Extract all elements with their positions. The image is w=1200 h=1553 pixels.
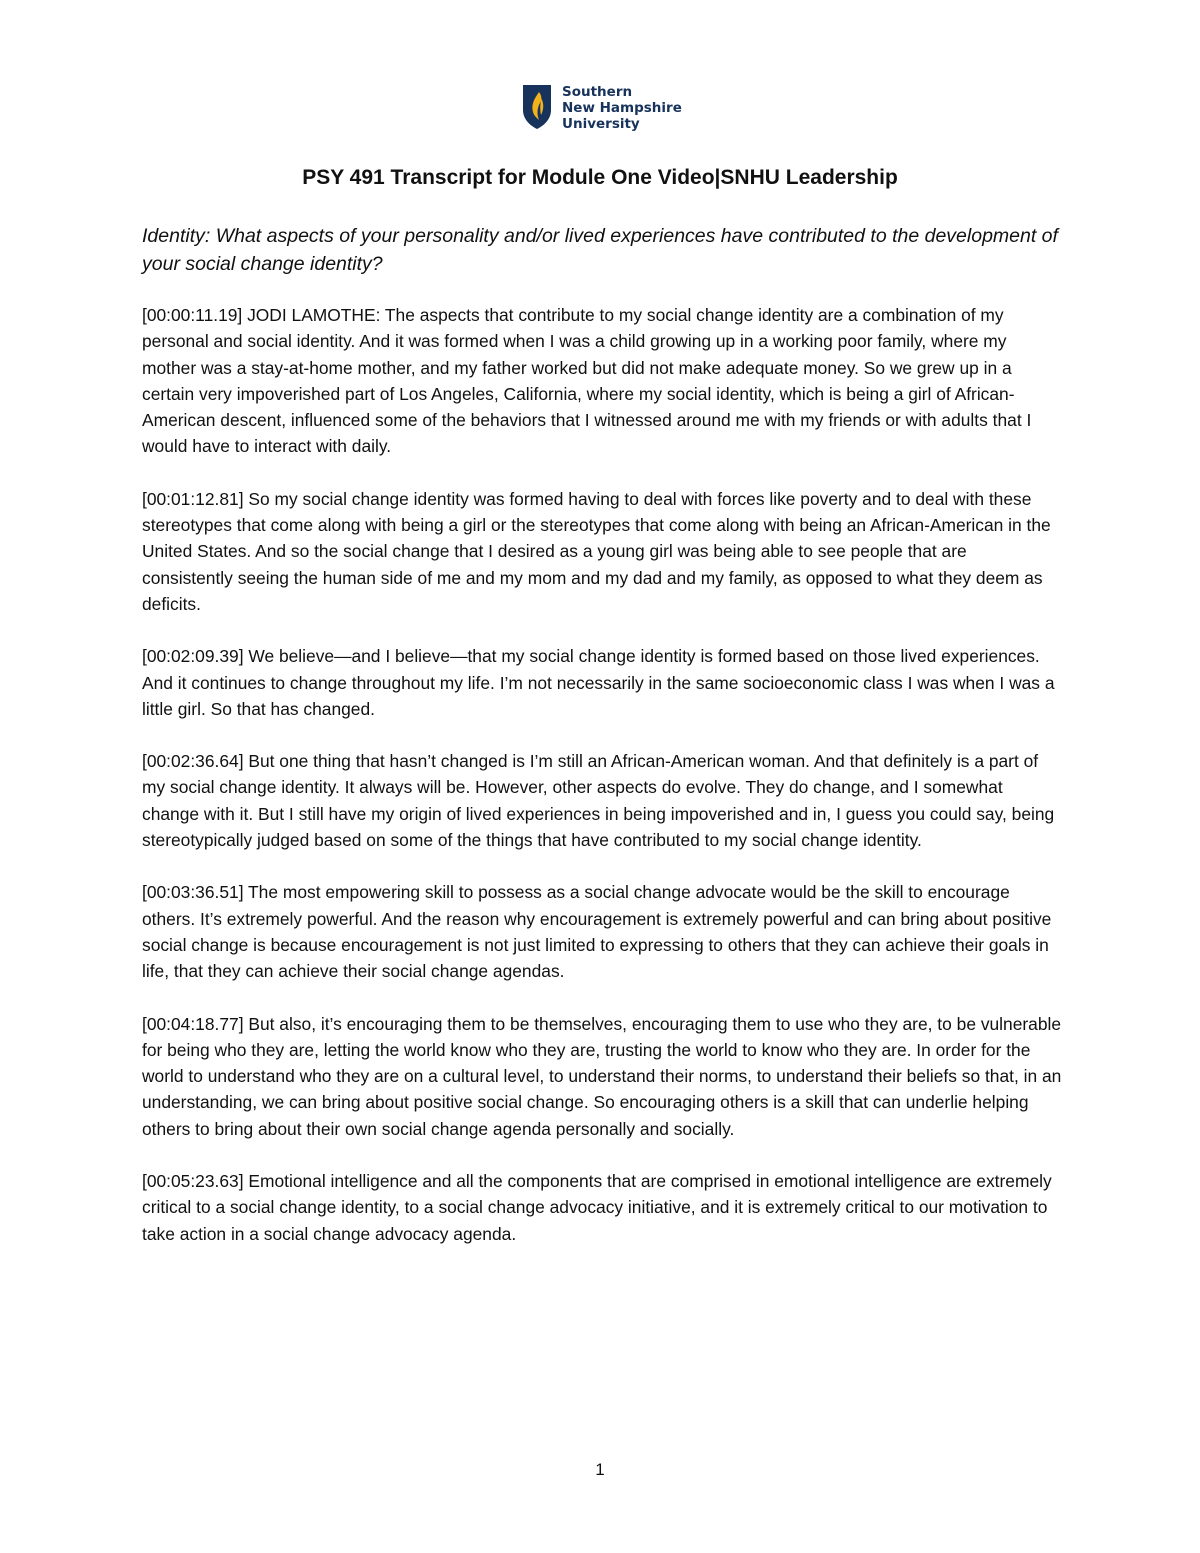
snhu-shield-icon [522, 84, 552, 130]
transcript-paragraph: [00:05:23.63] Emotional intelligence and all the components that are comprised in emotional intelligence are extremely critical to a social change identity, to a social change advocacy initiative, and it is extremely critical to our motivation to take action in a social change advocacy agenda. [142, 1171, 1052, 1244]
transcript-body [142, 222, 1062, 1273]
logo-wordmark [562, 84, 682, 132]
snhu-logo [522, 84, 692, 134]
transcript-paragraph: [00:04:18.77] But also, it’s encouraging them to be themselves, encouraging them to use who they are, to be vulnerable for being who they are, letting the world know who they are, trusting the world to know who they are. In order for the world to understand who they are on a cultural level, to understand their norms, to understand their beliefs so that, in an understanding, we can bring about positive social change. So encouraging others is a skill that can underlie helping others to bring about their own social change agenda personally and socially. [142, 1013, 1062, 1139]
transcript-paragraph: [00:02:36.64] But one thing that hasn’t changed is I’m still an African-American woman. And that definitely is a part of my social change identity. It always will be. However, other aspects do evolve. They do change, and I somewhat change with it. But I still have my origin of lived experiences in being impoverished and in, I guess you could say, being stereotypically judged based on some of the things that have contributed to my social change identity. [142, 751, 1055, 851]
transcript-paragraph: [00:03:36.51] The most empowering skill to possess as a social change advocate would be the skill to encourage others. It’s extremely powerful. And the reason why encouragement is extremely powerful and can bring about positive social change is because encouragement is not just limited to expressing to others that they can achieve their goals in life, that they can achieve their social change agendas. [142, 882, 1052, 982]
document-title: PSY 491 Transcript for Module One Video|SNHU Leadership [302, 166, 898, 189]
transcript-paragraph: [00:00:11.19] JODI LAMOTHE: The aspects that contribute to my social change identity are a combination of my personal and social identity. And it was formed when I was a child growing up in a working poor family, where my mother was a stay-at-home mother, and my father worked but did not make adequate money. So we grew up in a certain very impoverished part of Los Angeles, California, where my social identity, which is being a girl of African-American descent, influenced some of the behaviors that I witnessed around me with my friends or with adults that I would have to interact with daily. [142, 305, 1032, 457]
transcript-paragraph: [00:01:12.81] So my social change identity was formed having to deal with forces like poverty and to deal with these stereotypes that come along with being a girl or the stereotypes that come along with being an African-American in the United States. And so the social change that I desired as a young girl was being able to see people that are consistently seeing the human side of me and my mom and my dad and my family, as opposed to what they deem as deficits. [142, 488, 1051, 614]
logo-line-southern: Southern [562, 84, 633, 100]
identity-question: Identity: What aspects of your personality and/or lived experiences have contributed to the development of your social change identity? [142, 225, 1058, 275]
logo-line-university: University [562, 116, 640, 132]
transcript-paragraph: [00:02:09.39] We believe—and I believe—that my social change identity is formed based on those lived experiences. And it continues to change throughout my life. I’m not necessarily in the same socioeconomic class I was when I was a little girl. So that has changed. [142, 646, 1055, 719]
logo-line-new-hampshire: New Hampshire [562, 100, 682, 116]
page-number: 1 [595, 1460, 605, 1479]
